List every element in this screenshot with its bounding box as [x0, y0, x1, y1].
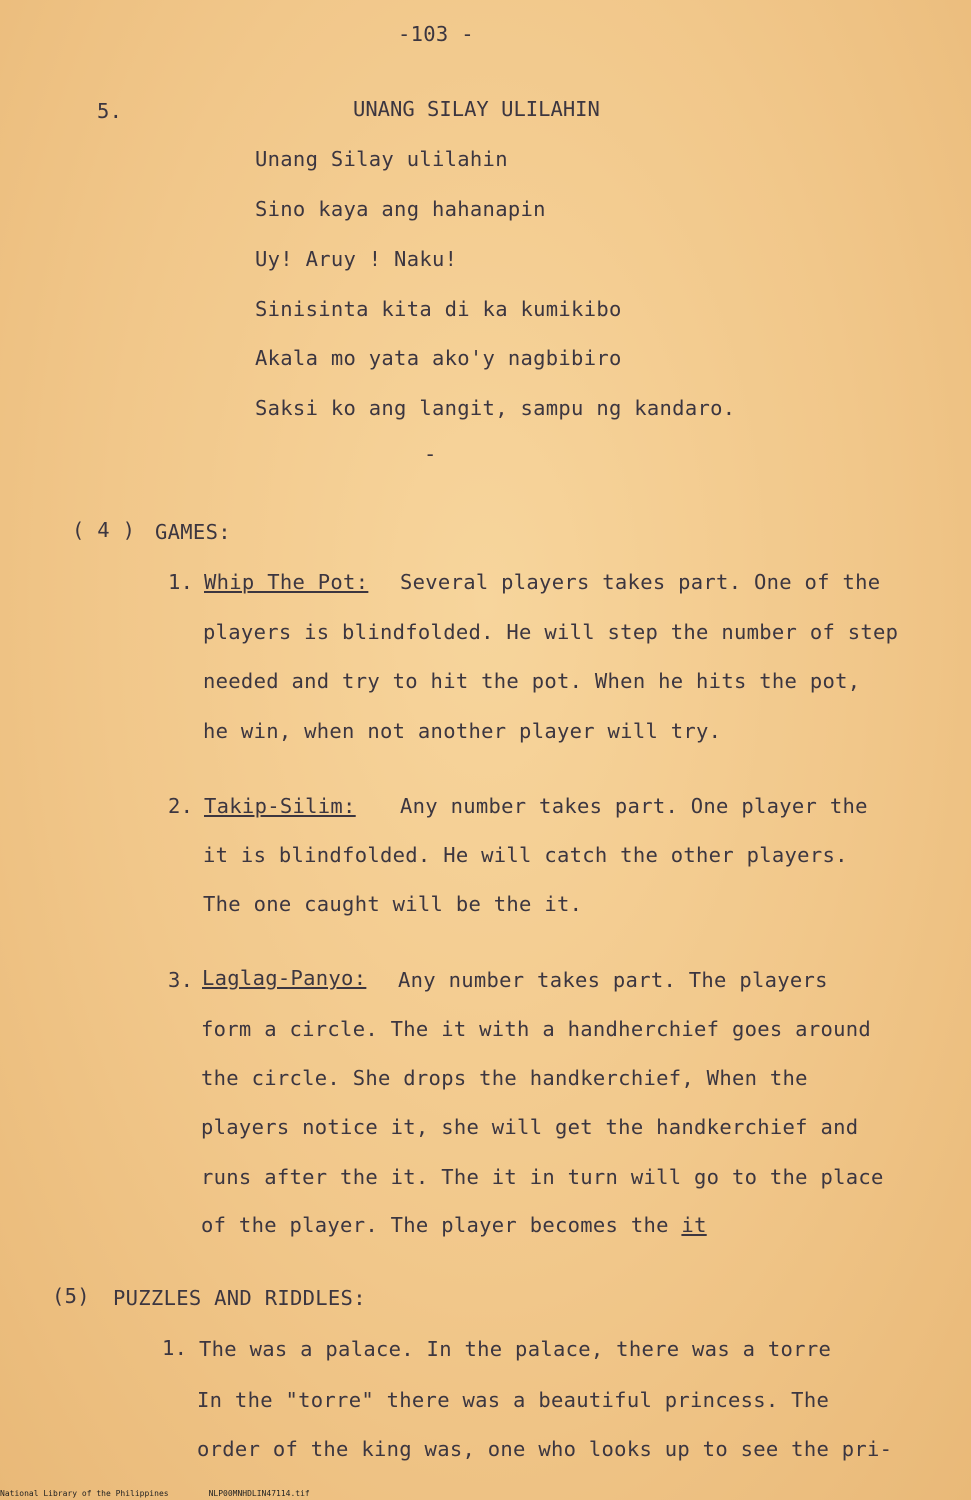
- game-name: Whip The Pot:: [204, 570, 369, 594]
- puzzles-heading: PUZZLES AND RIDDLES:: [113, 1286, 366, 1310]
- game-description-line: runs after the it. The it in turn will go to the place: [201, 1165, 884, 1189]
- puzzle-number: 1.: [162, 1336, 188, 1360]
- game-description-line: players is blindfolded. He will step the number of step: [203, 620, 899, 644]
- puzzle-line: order of the king was, one who looks up to see the pri-: [197, 1437, 893, 1461]
- game-description-line: it is blindfolded. He will catch the other players.: [203, 843, 848, 867]
- footer-library: National Library of the Philippines: [0, 1489, 169, 1498]
- game-last-line-underlined: it: [681, 1213, 707, 1237]
- song-line: Akala mo yata ako'y nagbibiro: [255, 346, 622, 370]
- puzzle-line: In the "torre" there was a beautiful princess. The: [197, 1388, 830, 1412]
- game-description-line: players notice it, she will get the handkerchief and: [201, 1115, 859, 1139]
- game-last-line-text: of the player. The player becomes the: [201, 1213, 669, 1237]
- song-line: Sino kaya ang hahanapin: [255, 197, 546, 221]
- song-end-mark: -: [424, 442, 437, 466]
- song-line: Saksi ko ang langit, sampu ng kandaro.: [255, 396, 736, 420]
- puzzles-heading-number: (5): [52, 1284, 90, 1308]
- puzzle-line: The was a palace. In the palace, there was a torre: [199, 1337, 832, 1361]
- game-description-line: Any number takes part. The players: [398, 968, 828, 992]
- game-description-line: Several players takes part. One of the: [400, 570, 881, 594]
- game-number: 1.: [168, 570, 194, 594]
- game-description-line: he win, when not another player will try.: [203, 719, 722, 743]
- song-line: Unang Silay ulilahin: [255, 147, 508, 171]
- page-number: -103 -: [398, 22, 474, 46]
- game-description-line: Any number takes part. One player the: [400, 794, 868, 818]
- game-description-line: [201, 1213, 707, 1237]
- game-description-line: form a circle. The it with a handherchief goes around: [201, 1017, 872, 1041]
- game-number: 3.: [168, 968, 194, 992]
- game-description-line: The one caught will be the it.: [203, 892, 583, 916]
- song-number: 5.: [97, 99, 123, 123]
- song-line: Uy! Aruy ! Naku!: [255, 247, 458, 271]
- song-title: UNANG SILAY ULILAHIN: [353, 97, 600, 121]
- song-line: Sinisinta kita di ka kumikibo: [255, 297, 622, 321]
- footer-file: NLP00MNHDLIN47114.tif: [208, 1489, 310, 1498]
- game-number: 2.: [168, 794, 194, 818]
- games-heading: GAMES:: [155, 520, 231, 544]
- game-description-line: the circle. She drops the handkerchief, When the: [201, 1066, 808, 1090]
- game-name: Laglag-Panyo:: [202, 966, 367, 990]
- scan-footer: [0, 1489, 350, 1498]
- games-heading-number: ( 4 ): [72, 518, 136, 542]
- game-name: Takip-Silim:: [204, 794, 356, 818]
- game-description-line: needed and try to hit the pot. When he hits the pot,: [203, 669, 861, 693]
